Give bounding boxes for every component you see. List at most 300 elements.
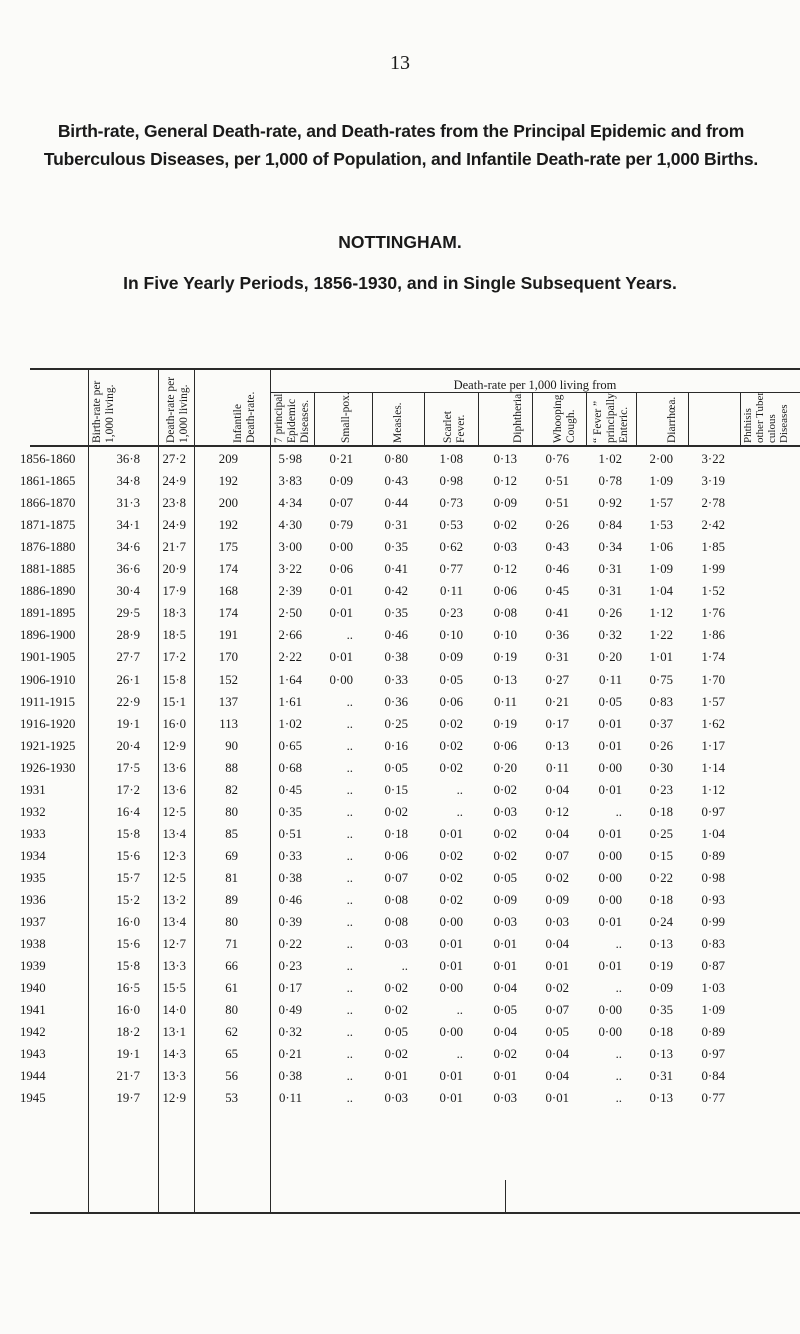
rate-cell-measles: 0·15 (384, 782, 408, 797)
rate-cell-phthisis: 1·62 (701, 716, 725, 731)
rate-cell-scarlet: 0·73 (439, 496, 463, 511)
rate-cell-phthisis: 1·74 (701, 650, 725, 665)
rate-cell-birth: 34·8 (116, 474, 140, 489)
rate-cell-phthisis: 1·86 (701, 628, 725, 643)
rate-cell-diphtheria: 0·02 (493, 826, 517, 841)
rate-cell-epidemic: 1·61 (278, 694, 302, 709)
rate-cell-fever: 0·00 (598, 893, 622, 907)
rate-cell-diphtheria: 0·09 (493, 496, 517, 511)
rate-cell-infant: 82 (225, 782, 238, 797)
rate-cell-diphtheria: 0·11 (494, 694, 517, 709)
table-row (0, 673, 800, 695)
period-cell: 1901-1905 (20, 650, 76, 665)
rate-cell-measles: 0·33 (384, 672, 408, 687)
rate-cell-fever: 0·92 (598, 496, 622, 511)
rate-cell-phthisis: 1·70 (701, 672, 725, 687)
rate-cell-birth: 19·7 (116, 1091, 140, 1106)
rate-cell-phthisis: 3·22 (701, 452, 725, 466)
rate-cell-epidemic: 0·33 (278, 848, 302, 863)
rate-cell-scarlet: .. (456, 804, 463, 819)
rate-cell-scarlet: 0·01 (439, 826, 463, 841)
rate-cell-diphtheria: 0·02 (493, 518, 517, 533)
rate-cell-smallpox: 0·09 (329, 474, 353, 489)
rate-cell-fever: .. (615, 1047, 622, 1062)
period-cell: 1871-1875 (20, 518, 76, 533)
rate-cell-birth: 15·6 (116, 937, 140, 952)
rate-cell-diarrhoea: 0·09 (649, 981, 673, 996)
rate-cell-smallpox: .. (346, 1003, 353, 1018)
rate-cell-phthisis: 0·83 (701, 937, 725, 952)
rate-cell-infant: 113 (219, 716, 238, 731)
rate-cell-smallpox: 0·79 (329, 518, 353, 533)
header-infantile-death-rate: Infantile Death-rate. (232, 391, 257, 443)
rate-cell-death: 14·3 (162, 1047, 186, 1062)
rate-cell-smallpox: 0·01 (329, 650, 353, 665)
rate-cell-fever: 0·78 (598, 474, 622, 489)
rate-cell-smallpox: .. (346, 694, 353, 709)
rate-cell-death: 12·3 (162, 848, 186, 863)
rate-cell-birth: 16·0 (116, 915, 140, 930)
rate-cell-epidemic: 0·22 (278, 937, 302, 952)
rate-cell-scarlet: 0·01 (439, 937, 463, 952)
header-column-rule (424, 392, 425, 446)
rate-cell-phthisis: 0·97 (701, 1047, 725, 1062)
rate-cell-diarrhoea: 0·22 (649, 870, 673, 885)
rate-cell-diphtheria: 0·03 (493, 915, 517, 930)
rate-cell-epidemic: 0·32 (278, 1025, 302, 1040)
rate-cell-measles: 0·35 (384, 540, 408, 555)
rate-cell-whooping: 0·51 (545, 496, 569, 511)
rate-cell-fever: 0·00 (598, 760, 622, 775)
rate-cell-diarrhoea: 0·18 (649, 804, 673, 819)
table-row (0, 915, 800, 937)
rate-cell-whooping: 0·05 (545, 1025, 569, 1040)
rate-cell-scarlet: 0·77 (439, 562, 463, 577)
rate-cell-epidemic: 0·23 (278, 959, 302, 974)
table-row (0, 717, 800, 739)
rate-cell-measles: 0·02 (384, 804, 408, 819)
header-column-rule (532, 392, 533, 446)
period-cell: 1926-1930 (20, 760, 76, 775)
table-row (0, 1025, 800, 1047)
stray-tick (505, 1180, 506, 1212)
header-epidemic-diseases: 7 principal Epidemic Diseases. (273, 393, 311, 443)
rate-cell-smallpox: .. (346, 738, 353, 753)
rate-cell-smallpox: .. (346, 628, 353, 643)
rate-cell-measles: .. (401, 959, 408, 974)
rate-cell-scarlet: 0·00 (439, 981, 463, 996)
rate-cell-smallpox: 0·01 (329, 584, 353, 599)
rate-cell-smallpox: .. (346, 1025, 353, 1040)
rate-cell-scarlet: 0·01 (439, 1069, 463, 1084)
rate-cell-infant: 168 (218, 584, 238, 599)
header-whooping-cough: Whooping Cough. (552, 394, 577, 443)
rate-cell-infant: 56 (225, 1069, 238, 1084)
rate-cell-epidemic: 2·66 (278, 628, 302, 643)
rate-cell-epidemic: 0·51 (278, 826, 302, 841)
rate-cell-smallpox: 0·07 (329, 496, 353, 511)
rate-cell-epidemic: 1·02 (278, 716, 302, 731)
rate-cell-whooping: 0·26 (545, 518, 569, 533)
rate-cell-phthisis: 0·98 (701, 870, 725, 885)
rate-cell-phthisis: 2·78 (701, 496, 725, 511)
rate-cell-whooping: 0·04 (545, 937, 569, 952)
table-row (0, 584, 800, 606)
rate-cell-birth: 15·8 (116, 826, 140, 841)
rate-cell-epidemic: 3·83 (278, 474, 302, 489)
rate-cell-diarrhoea: 0·26 (649, 738, 673, 753)
rate-cell-birth: 17·5 (116, 760, 140, 775)
period-cell: 1856-1860 (20, 452, 76, 466)
table-row (0, 937, 800, 959)
rate-cell-fever: 0·31 (598, 562, 622, 577)
rate-cell-whooping: 0·01 (545, 1091, 569, 1106)
period-cell: 1932 (20, 804, 46, 819)
table-row (0, 1003, 800, 1025)
rate-cell-infant: 175 (218, 540, 238, 555)
rate-cell-death: 24·9 (162, 518, 186, 533)
rate-cell-diarrhoea: 1·01 (649, 650, 673, 665)
rate-cell-measles: 0·05 (384, 760, 408, 775)
rate-cell-fever: 0·34 (598, 540, 622, 555)
rate-cell-diarrhoea: 0·75 (649, 672, 673, 687)
rate-cell-phthisis: 0·89 (701, 848, 725, 863)
rate-cell-scarlet: 0·02 (439, 760, 463, 775)
rate-cell-diphtheria: 0·04 (493, 1025, 517, 1040)
rate-cell-measles: 0·06 (384, 848, 408, 863)
rate-cell-smallpox: .. (346, 804, 353, 819)
header-column-rule (740, 392, 741, 446)
rate-cell-diarrhoea: 1·22 (649, 628, 673, 643)
rate-cell-infant: 66 (225, 959, 238, 974)
rate-cell-measles: 0·43 (384, 474, 408, 489)
rate-cell-infant: 88 (225, 760, 238, 775)
rate-cell-measles: 0·46 (384, 628, 408, 643)
rate-cell-death: 17·2 (162, 650, 186, 665)
rate-cell-birth: 21·7 (116, 1069, 140, 1084)
rate-cell-whooping: 0·36 (545, 628, 569, 643)
rate-cell-measles: 0·41 (384, 562, 408, 577)
rate-cell-whooping: 0·46 (545, 562, 569, 577)
period-cell: 1945 (20, 1091, 46, 1106)
table-row (0, 805, 800, 827)
rate-cell-diarrhoea: 1·06 (649, 540, 673, 555)
rate-cell-birth: 30·4 (116, 584, 140, 599)
rate-cell-phthisis: 0·77 (701, 1091, 725, 1106)
rate-cell-measles: 0·35 (384, 606, 408, 621)
rate-cell-infant: 89 (225, 893, 238, 907)
rate-cell-diarrhoea: 0·30 (649, 760, 673, 775)
table-row (0, 827, 800, 849)
death-rate-group-heading: Death-rate per 1,000 living from (453, 378, 617, 392)
rate-cell-infant: 174 (218, 606, 238, 621)
rate-cell-scarlet: 0·02 (439, 716, 463, 731)
rate-cell-diarrhoea: 2·00 (649, 452, 673, 466)
rate-cell-birth: 29·5 (116, 606, 140, 621)
rate-cell-infant: 61 (225, 981, 238, 996)
rate-cell-fever: 0·01 (598, 826, 622, 841)
rate-cell-diphtheria: 0·06 (493, 738, 517, 753)
rate-cell-whooping: 0·27 (545, 672, 569, 687)
rate-cell-infant: 192 (218, 474, 238, 489)
rate-cell-whooping: 0·51 (545, 474, 569, 489)
rate-cell-measles: 0·25 (384, 716, 408, 731)
rate-cell-smallpox: 0·06 (329, 562, 353, 577)
rate-cell-smallpox: 0·01 (329, 606, 353, 621)
rate-cell-phthisis: 2·42 (701, 518, 725, 533)
period-cell: 1938 (20, 937, 46, 952)
rate-cell-death: 18·5 (162, 628, 186, 643)
rate-cell-death: 13·6 (162, 760, 186, 775)
rate-cell-smallpox: .. (346, 1047, 353, 1062)
rate-cell-measles: 0·02 (384, 1047, 408, 1062)
rate-cell-epidemic: 0·68 (278, 760, 302, 775)
rate-cell-epidemic: 0·65 (278, 738, 302, 753)
rate-cell-infant: 65 (225, 1047, 238, 1062)
rate-cell-phthisis: 1·14 (701, 760, 725, 775)
rate-cell-epidemic: 0·35 (278, 804, 302, 819)
rate-cell-fever: 0·01 (598, 959, 622, 974)
rate-cell-infant: 174 (218, 562, 238, 577)
rate-cell-death: 13·2 (162, 893, 186, 907)
rate-cell-fever: .. (615, 804, 622, 819)
rate-cell-diarrhoea: 1·09 (649, 562, 673, 577)
rate-cell-diphtheria: 0·19 (493, 650, 517, 665)
rate-cell-epidemic: 1·64 (278, 672, 302, 687)
rate-cell-infant: 90 (225, 738, 238, 753)
rate-cell-whooping: 0·07 (545, 1003, 569, 1018)
rate-cell-epidemic: 4·30 (278, 518, 302, 533)
rate-cell-measles: 0·03 (384, 1091, 408, 1106)
rate-cell-phthisis: 0·97 (701, 804, 725, 819)
rate-cell-birth: 16·0 (116, 1003, 140, 1018)
header-measles: Measles. (392, 402, 404, 443)
rate-cell-diarrhoea: 0·31 (649, 1069, 673, 1084)
rate-cell-epidemic: 0·45 (278, 782, 302, 797)
rate-cell-smallpox: .. (346, 716, 353, 731)
table-row (0, 871, 800, 893)
table-row (0, 606, 800, 628)
header-column-rule (478, 392, 479, 446)
header-column-rule (372, 392, 373, 446)
table-row (0, 1091, 800, 1113)
rate-cell-smallpox: .. (346, 760, 353, 775)
rate-cell-smallpox: .. (346, 848, 353, 863)
rate-cell-scarlet: 1·08 (439, 452, 463, 466)
table-row (0, 739, 800, 761)
rate-cell-diarrhoea: 0·18 (649, 1025, 673, 1040)
rate-cell-diarrhoea: 0·83 (649, 694, 673, 709)
rate-cell-death: 12·7 (162, 937, 186, 952)
rate-cell-death: 12·9 (162, 738, 186, 753)
table-row (0, 1047, 800, 1069)
rate-cell-epidemic: 0·38 (278, 870, 302, 885)
table-row (0, 959, 800, 981)
rate-cell-infant: 80 (225, 804, 238, 819)
rate-cell-epidemic: 0·17 (278, 981, 302, 996)
rate-cell-smallpox: .. (346, 893, 353, 907)
rate-cell-scarlet: 0·53 (439, 518, 463, 533)
rate-cell-birth: 15·8 (116, 959, 140, 974)
rate-cell-diphtheria: 0·09 (493, 893, 517, 907)
header-fever-enteric: “ Fever ” principally Enteric. (592, 393, 630, 443)
rate-cell-diphtheria: 0·19 (493, 716, 517, 731)
period-cell: 1935 (20, 870, 46, 885)
rate-cell-infant: 209 (218, 452, 238, 466)
rate-cell-diphtheria: 0·01 (493, 1069, 517, 1084)
rate-cell-diarrhoea: 1·04 (649, 584, 673, 599)
rate-cell-scarlet: 0·02 (439, 893, 463, 907)
rate-cell-smallpox: 0·00 (329, 672, 353, 687)
rate-cell-diphtheria: 0·02 (493, 848, 517, 863)
rate-cell-diphtheria: 0·12 (493, 474, 517, 489)
rate-cell-whooping: 0·04 (545, 826, 569, 841)
rate-cell-scarlet: 0·11 (440, 584, 463, 599)
rate-cell-birth: 28·9 (116, 628, 140, 643)
rate-cell-death: 24·9 (162, 474, 186, 489)
period-cell: 1939 (20, 959, 46, 974)
header-column-rule (314, 392, 315, 446)
rate-cell-fever: 0·32 (598, 628, 622, 643)
table-row (0, 496, 800, 518)
rate-cell-epidemic: 0·46 (278, 893, 302, 907)
table-row (0, 981, 800, 1003)
rate-cell-epidemic: 0·21 (278, 1047, 302, 1062)
rate-cell-epidemic: 3·22 (278, 562, 302, 577)
period-subtitle: In Five Yearly Periods, 1856-1930, and in Single Subsequent Years. (123, 273, 677, 293)
rate-cell-smallpox: 0·00 (329, 540, 353, 555)
rate-cell-diarrhoea: 0·25 (649, 826, 673, 841)
header-bottom-rule (30, 445, 800, 447)
rate-cell-infant: 192 (218, 518, 238, 533)
rate-cell-birth: 15·2 (116, 893, 140, 907)
rate-cell-fever: .. (615, 1069, 622, 1084)
rate-cell-death: 16·0 (162, 716, 186, 731)
period-cell: 1866-1870 (20, 496, 76, 511)
rate-cell-phthisis: 1·03 (701, 981, 725, 996)
rate-cell-birth: 19·1 (116, 1047, 140, 1062)
rate-cell-whooping: 0·02 (545, 981, 569, 996)
rate-cell-infant: 200 (218, 496, 238, 511)
rate-cell-scarlet: 0·06 (439, 694, 463, 709)
period-cell: 1876-1880 (20, 540, 76, 555)
rate-cell-death: 17·9 (162, 584, 186, 599)
period-cell: 1911-1915 (20, 694, 75, 709)
period-cell: 1931 (20, 782, 46, 797)
rate-cell-scarlet: .. (456, 1003, 463, 1018)
rate-cell-diarrhoea: 0·35 (649, 1003, 673, 1018)
rate-cell-measles: 0·44 (384, 496, 408, 511)
rate-cell-fever: 0·01 (598, 782, 622, 797)
rate-cell-whooping: 0·43 (545, 540, 569, 555)
period-cell: 1944 (20, 1069, 46, 1084)
rate-cell-diphtheria: 0·03 (493, 1091, 517, 1106)
header-scarlet-fever: Scarlet Fever. (442, 411, 467, 443)
rate-cell-diarrhoea: 1·53 (649, 518, 673, 533)
rate-cell-death: 13·1 (162, 1025, 186, 1040)
rate-cell-birth: 20·4 (116, 738, 140, 753)
period-cell: 1933 (20, 826, 46, 841)
rate-cell-scarlet: 0·00 (439, 1025, 463, 1040)
period-cell: 1916-1920 (20, 716, 76, 731)
rate-cell-infant: 81 (225, 870, 238, 885)
rate-cell-measles: 0·05 (384, 1025, 408, 1040)
rate-cell-measles: 0·38 (384, 650, 408, 665)
rate-cell-epidemic: 0·11 (279, 1091, 302, 1106)
rate-cell-epidemic: 5·98 (278, 452, 302, 466)
rate-cell-birth: 26·1 (116, 672, 140, 687)
rate-cell-scarlet: 0·10 (439, 628, 463, 643)
rate-cell-fever: 0·00 (598, 870, 622, 885)
rate-cell-birth: 34·1 (116, 518, 140, 533)
rate-cell-measles: 0·01 (384, 1069, 408, 1084)
rate-cell-death: 15·8 (162, 672, 186, 687)
rate-cell-fever: 1·02 (598, 452, 622, 466)
rate-cell-infant: 85 (225, 826, 238, 841)
rate-cell-death: 27·2 (162, 452, 186, 466)
rate-cell-epidemic: 3·00 (278, 540, 302, 555)
rate-cell-infant: 152 (218, 672, 238, 687)
rate-cell-birth: 18·2 (116, 1025, 140, 1040)
table-top-rule (30, 368, 800, 370)
table-row (0, 761, 800, 783)
rate-cell-infant: 137 (218, 694, 238, 709)
period-cell: 1936 (20, 893, 46, 907)
header-phthisis-tuberculous: Phthisis other Tuber culous Diseases (742, 391, 790, 443)
rate-cell-scarlet: 0·02 (439, 870, 463, 885)
rate-cell-birth: 15·7 (116, 870, 140, 885)
rate-cell-fever: 0·01 (598, 738, 622, 753)
period-cell: 1921-1925 (20, 738, 76, 753)
rate-cell-death: 13·4 (162, 826, 186, 841)
rate-cell-epidemic: 2·39 (278, 584, 302, 599)
rate-cell-birth: 15·6 (116, 848, 140, 863)
rate-cell-smallpox: .. (346, 937, 353, 952)
rate-cell-whooping: 0·76 (545, 452, 569, 466)
rate-cell-measles: 0·08 (384, 915, 408, 930)
rate-cell-death: 12·5 (162, 804, 186, 819)
rate-cell-measles: 0·42 (384, 584, 408, 599)
rate-cell-whooping: 0·12 (545, 804, 569, 819)
rate-cell-death: 15·1 (162, 694, 186, 709)
table-row (0, 474, 800, 496)
rate-cell-diarrhoea: 0·13 (649, 937, 673, 952)
rate-cell-epidemic: 2·22 (278, 650, 302, 665)
rate-cell-measles: 0·02 (384, 1003, 408, 1018)
rate-cell-smallpox: .. (346, 959, 353, 974)
rate-cell-birth: 31·3 (116, 496, 140, 511)
rate-cell-phthisis: 1·99 (701, 562, 725, 577)
rate-cell-scarlet: 0·05 (439, 672, 463, 687)
rate-cell-smallpox: .. (346, 870, 353, 885)
header-diphtheria: Diphtheria. (512, 390, 524, 443)
rate-cell-diarrhoea: 0·24 (649, 915, 673, 930)
rate-cell-whooping: 0·11 (546, 760, 569, 775)
rate-cell-epidemic: 2·50 (278, 606, 302, 621)
rate-cell-scarlet: 0·23 (439, 606, 463, 621)
period-cell: 1937 (20, 915, 46, 930)
rate-cell-phthisis: 1·76 (701, 606, 725, 621)
rate-cell-scarlet: 0·01 (439, 959, 463, 974)
rate-cell-birth: 36·8 (116, 452, 140, 466)
rate-cell-phthisis: 0·84 (701, 1069, 725, 1084)
table-row (0, 783, 800, 805)
table-row (0, 518, 800, 540)
rate-cell-infant: 53 (225, 1091, 238, 1106)
rate-cell-birth: 16·5 (116, 981, 140, 996)
rate-cell-whooping: 0·07 (545, 848, 569, 863)
period-cell: 1891-1895 (20, 606, 76, 621)
